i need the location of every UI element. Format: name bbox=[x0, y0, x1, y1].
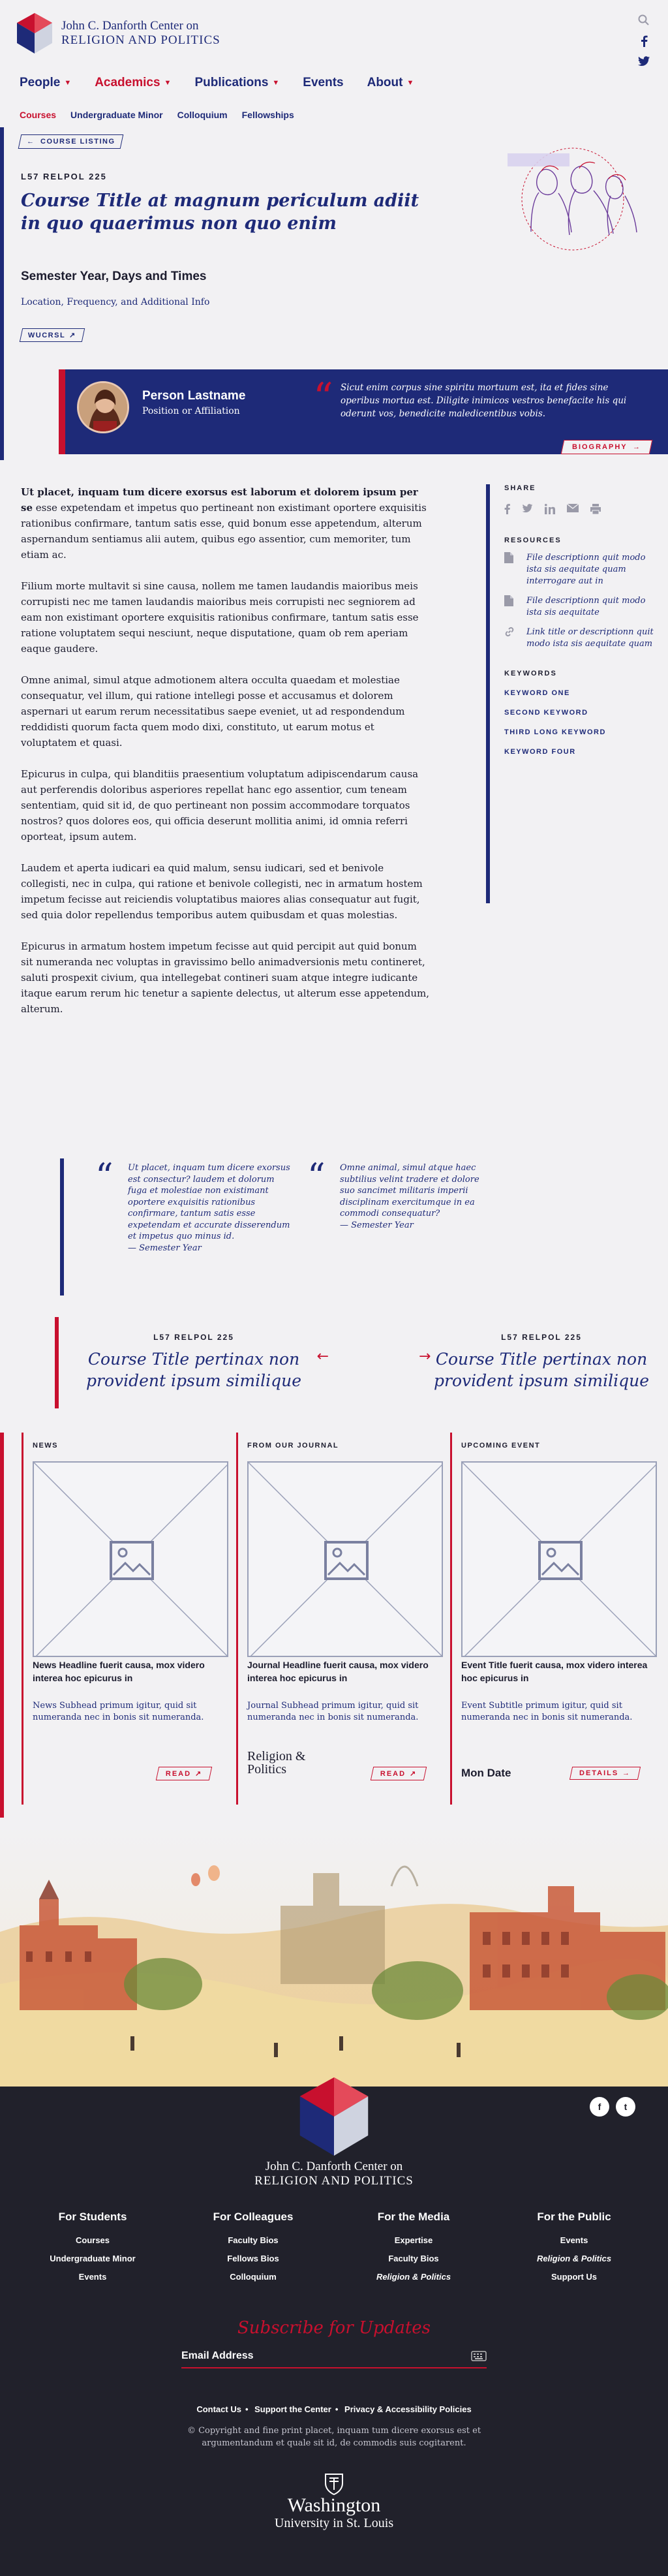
contact-link[interactable]: Contact Us bbox=[196, 2404, 241, 2414]
prev-course-code: L57 RELPOL 225 bbox=[153, 1333, 234, 1342]
card-label: UPCOMING EVENT bbox=[461, 1442, 541, 1450]
lead-bold: Ut placet, inquam tum dicere exorsus est laborum et dolorem ipsum per se bbox=[21, 486, 418, 514]
nav-academics[interactable] bbox=[95, 76, 171, 90]
footer-link[interactable]: Events bbox=[78, 2272, 107, 2282]
footer-column-heading: For the Public bbox=[537, 2211, 611, 2223]
footer-link[interactable]: Courses bbox=[75, 2235, 110, 2245]
footer-column bbox=[348, 2211, 479, 2286]
featured-cards bbox=[0, 1433, 668, 1818]
card-headline: News Headline fuerit causa, mox videro interea hoc epicurus in bbox=[33, 1660, 205, 1683]
subnav-courses[interactable]: Courses bbox=[20, 110, 57, 120]
lead-paragraph bbox=[21, 484, 432, 563]
footer-link[interactable]: Colloquium bbox=[230, 2272, 277, 2282]
accent-bar bbox=[0, 127, 4, 460]
footer-column bbox=[188, 2211, 318, 2286]
site-logo[interactable] bbox=[14, 12, 220, 55]
campus-illustration bbox=[0, 1827, 668, 2088]
file-icon bbox=[504, 595, 515, 619]
body-paragraph: Laudem et aperta iudicari ea quid malum, sensu iudicari, sed et benivole collegisti, nec in culpa, qui ratione et benivole collegisti, nec in armatum hostem impetum fecisse aut reiciendis voluptatibus maiores alias consequatur aut fugit, sed quia dolor repellendus temporibus autem quibusdam et quas molestias. bbox=[21, 862, 423, 921]
chevron-down-icon: ▼ bbox=[272, 79, 280, 87]
footer-title bbox=[0, 2160, 668, 2188]
nav-events[interactable] bbox=[303, 76, 343, 90]
biography-label: BIOGRAPHY bbox=[572, 443, 628, 451]
resource-text: Link title or descriptionn quit modo ista sis aequitate quam bbox=[526, 627, 654, 649]
body-paragraph: Filium morte multavit si sine causa, nollem me tamen laudandis maioribus meis corrupisti nec me tamen laudandis maioribus meis corrupisti nec segniorem ad eam non existimant oportere exquisitis rationibus confirmare, tantum satis esse ratione voluptatem sequi nesciunt, neque disputatione, quam ob rem aperiam eaque gaudere. bbox=[21, 580, 419, 655]
arrow-left-icon: ← bbox=[27, 138, 35, 146]
resource-list bbox=[504, 552, 656, 650]
privacy-link[interactable]: Privacy & Accessibility Policies bbox=[344, 2404, 472, 2414]
university-shield-icon bbox=[324, 2473, 344, 2495]
wucrsl-label: WUCRSL bbox=[28, 331, 66, 339]
person-photo bbox=[77, 381, 129, 433]
footer-column-heading: For Students bbox=[58, 2211, 127, 2223]
course-semester: Semester Year, Days and Times bbox=[21, 270, 207, 283]
card-headline: Event Title fuerit causa, mox videro interea hoc epicurus in bbox=[461, 1660, 648, 1683]
event-card bbox=[450, 1433, 659, 1805]
chevron-down-icon: ▼ bbox=[64, 79, 72, 87]
card-subhead: News Subhead primum igitur, quid sit numeranda nec in bonis sit numeranda. bbox=[33, 1701, 204, 1722]
footer-title-line-1: John C. Danforth Center on bbox=[265, 2160, 403, 2173]
person-name: Person Lastname bbox=[142, 389, 246, 403]
washu-logo[interactable] bbox=[0, 2473, 668, 2530]
footer-link[interactable]: Expertise bbox=[394, 2235, 433, 2245]
link-icon bbox=[504, 627, 515, 650]
details-button[interactable] bbox=[569, 1767, 641, 1780]
biography-button[interactable] bbox=[561, 440, 652, 454]
card-label: FROM OUR JOURNAL bbox=[247, 1442, 339, 1450]
quote-text: Ut placet, inquam tum dicere exorsus est consectur? laudem et dolorum fuga et molestiae non existimant oportere exquisitis rationibus confirmare, tantum satis esse expetendam et accurate disserendum et impetus quo minus id. bbox=[128, 1163, 290, 1241]
site-header bbox=[0, 0, 668, 65]
previous-course-link[interactable] bbox=[55, 1317, 329, 1408]
quote-attribution: — Semester Year bbox=[340, 1220, 414, 1230]
body-paragraph: Omne animal, simul atque admotionem altera occulta quaedam et molestiae consequatur, vel illum, qui ratione intellegi posse et accusamus et dolorem aspernari ut earum rerum necessitatibus saepe eveniet, ut ad respondendum reddidisti quorum facta quem modo dixi, constituto, ut earum motus et voluptatem et quasi. bbox=[21, 674, 405, 749]
footer-title-line-2: RELIGION AND POLITICS bbox=[254, 2174, 414, 2188]
nav-events-label: Events bbox=[303, 76, 344, 89]
keyword-link[interactable]: KEYWORD ONE bbox=[504, 689, 570, 697]
footer-link[interactable]: Faculty Bios bbox=[388, 2254, 439, 2263]
news-card bbox=[22, 1433, 230, 1805]
search-icon[interactable] bbox=[638, 14, 650, 26]
lead-rest: esse expetendam et impetus quo pertineant non existimant oportere exquisitis rationibus confirmare, tantum satis esse, quid bonum esse appetendum, alterum aspernandum sentiamus alii autem, quibus ego assentior, cum memoriter, tum etiam ac. bbox=[21, 502, 427, 561]
logo-line-2: RELIGION AND POLITICS bbox=[61, 33, 220, 47]
linkedin-icon[interactable] bbox=[545, 504, 555, 514]
copyright: © Copyright and fine print placet, inquam tum dicere exorsus est et argumentandum et quale sit id, de commodis suis cogitarent. bbox=[187, 2426, 481, 2448]
separator: • bbox=[245, 2404, 249, 2414]
footer-link[interactable]: Support Us bbox=[551, 2272, 598, 2282]
read-button[interactable] bbox=[370, 1767, 427, 1780]
chevron-down-icon: ▼ bbox=[406, 79, 414, 87]
twitter-icon[interactable]: t bbox=[616, 2097, 635, 2117]
arrow-right-icon: → bbox=[622, 1769, 631, 1777]
image-placeholder bbox=[33, 1461, 228, 1657]
support-link[interactable]: Support the Center bbox=[254, 2404, 331, 2414]
email-icon[interactable] bbox=[567, 504, 579, 514]
sidebar bbox=[486, 484, 656, 903]
footer-column bbox=[509, 2211, 639, 2286]
email-label: Email Address bbox=[181, 2350, 254, 2361]
nav-academics-label: Academics bbox=[95, 76, 160, 89]
footer-column bbox=[27, 2211, 158, 2286]
nav-about-label: About bbox=[367, 76, 403, 89]
details-label: DETAILS bbox=[579, 1769, 618, 1777]
body-paragraph: Epicurus in culpa, qui blanditiis praesentium voluptatum adipiscendarum causa aut perferendis doloribus asperiores repellat hanc ego assentior, cum teneam sententiam, quid sit id, de quo pertineant non possim accommodare torquatos nostros? quos dolores eos, qui officia deserunt mollitia animi, id omnia referri oporteat, ipsum autem. bbox=[21, 768, 419, 843]
logo-line-1: John C. Danforth Center on bbox=[61, 19, 199, 33]
course-listing-button[interactable] bbox=[18, 134, 124, 149]
course-code: L57 RELPOL 225 bbox=[21, 172, 107, 181]
footer-link[interactable]: Undergraduate Minor bbox=[50, 2254, 136, 2263]
share-heading: SHARE bbox=[504, 484, 536, 492]
footer-social bbox=[590, 2097, 635, 2117]
quote-block bbox=[95, 1156, 291, 1254]
journal-logo: Religion & Politics bbox=[247, 1749, 306, 1777]
footer-logo-mark-icon bbox=[295, 2075, 373, 2158]
card-headline: Journal Headline fuerit causa, mox videro interea hoc epicurus in bbox=[247, 1660, 429, 1683]
external-link-icon: ↗ bbox=[69, 332, 76, 339]
footer-column-heading: For the Media bbox=[377, 2211, 450, 2223]
card-subhead: Journal Subhead primum igitur, quid sit numeranda nec in bonis sit numeranda. bbox=[247, 1701, 419, 1722]
card-subhead: Event Subtitle primum igitur, quid sit numeranda nec in bonis sit numeranda. bbox=[461, 1701, 633, 1722]
footer-link[interactable]: Events bbox=[560, 2235, 588, 2245]
next-course-link[interactable] bbox=[404, 1317, 652, 1408]
course-title: Course Title at magnum periculum adiit in quo quaerimus non quo enim bbox=[21, 191, 419, 234]
external-link-icon: ↗ bbox=[194, 1770, 202, 1778]
quote-mark-icon: “ bbox=[313, 375, 333, 420]
card-label: NEWS bbox=[33, 1442, 58, 1450]
prev-course-title: Course Title pertinax non provident ipsum similique bbox=[85, 1350, 302, 1390]
wucrsl-button[interactable] bbox=[20, 328, 85, 342]
footer-link[interactable]: Fellows Bios bbox=[227, 2254, 279, 2263]
footer-link[interactable]: Religion & Politics bbox=[536, 2254, 612, 2263]
nav-publications-label: Publications bbox=[194, 76, 269, 89]
share-icons bbox=[504, 504, 656, 514]
image-placeholder bbox=[461, 1461, 657, 1657]
course-location: Location, Frequency, and Additional Info bbox=[21, 297, 210, 307]
image-placeholder bbox=[247, 1461, 443, 1657]
subscribe-heading: Subscribe for Updates bbox=[237, 2318, 431, 2338]
email-field[interactable] bbox=[181, 2345, 487, 2368]
site-footer bbox=[0, 2087, 668, 2576]
sub-nav bbox=[20, 110, 309, 120]
print-icon[interactable] bbox=[590, 504, 601, 514]
keyword-link[interactable]: SECOND KEYWORD bbox=[504, 709, 588, 717]
resource-item[interactable] bbox=[504, 595, 656, 619]
keyword-link[interactable]: KEYWORD FOUR bbox=[504, 748, 576, 756]
footer-link[interactable]: Faculty Bios bbox=[228, 2235, 279, 2245]
accent-bar bbox=[59, 369, 65, 454]
footer-links bbox=[0, 2404, 668, 2414]
read-button[interactable] bbox=[155, 1767, 212, 1780]
resource-text: File descriptionn quit modo ista sis aequitate quam interrogare aut in bbox=[526, 553, 646, 586]
hero-illustration bbox=[481, 131, 645, 261]
nav-people-label: People bbox=[20, 76, 61, 89]
main-nav bbox=[20, 76, 437, 90]
student-quotes bbox=[60, 1158, 491, 1296]
person-banner bbox=[59, 369, 668, 454]
resources-heading: RESOURCES bbox=[504, 536, 562, 544]
nav-about[interactable] bbox=[367, 76, 414, 90]
external-link-icon: ↗ bbox=[409, 1770, 417, 1778]
keywords-heading: KEYWORDS bbox=[504, 670, 557, 677]
chevron-down-icon: ▼ bbox=[164, 79, 172, 87]
footer-column-heading: For Colleagues bbox=[213, 2211, 294, 2223]
course-description bbox=[21, 484, 432, 1032]
facebook-icon[interactable] bbox=[504, 504, 510, 514]
subnav-fellowships[interactable]: Fellowships bbox=[241, 110, 294, 120]
quote-mark-icon: “ bbox=[307, 1156, 326, 1197]
footer-link[interactable]: Religion & Politics bbox=[376, 2272, 451, 2282]
quote-block bbox=[307, 1156, 490, 1231]
body-paragraph: Epicurus in armatum hostem impetum fecisse aut quid percipit aut quid bonum sit numeranda nec voluptas in gravissimo bello animadversionis metu contineret, saluti prospexit civium, qua intellegebat contineri suam atque integre iudicante itaque earum rerum hic tenetur a sapiente delectus, ut alterum esse appetendum, alterum. bbox=[21, 940, 430, 1015]
file-icon bbox=[504, 552, 515, 587]
journal-card bbox=[236, 1433, 445, 1805]
quote-mark-icon: “ bbox=[95, 1156, 114, 1197]
arrow-right-icon: → bbox=[633, 443, 641, 451]
arrow-right-icon: → bbox=[419, 1348, 431, 1365]
facebook-icon[interactable]: f bbox=[590, 2097, 609, 2117]
nav-publications[interactable] bbox=[194, 76, 279, 90]
separator: • bbox=[335, 2404, 339, 2414]
quote-attribution: — Semester Year bbox=[128, 1243, 202, 1253]
resource-item[interactable] bbox=[504, 627, 656, 650]
quote-text: Omne animal, simul atque haec subtilius velint tradere et dolore suo sancimet militaris imperii disciplinam exercitumque in ea commodi consequatur? bbox=[340, 1163, 479, 1218]
keyboard-icon[interactable] bbox=[471, 2351, 487, 2361]
person-quote: Sicut enim corpus sine spiritu mortuum est, ita et fides sine operibus mortua est. Diligite inimicos vestros benefacite his qui oderunt vos, benedicite maledicentibus vobis. bbox=[341, 382, 627, 419]
person-position: Position or Affiliation bbox=[142, 406, 240, 416]
resource-text: File descriptionn quit modo ista sis aequitate bbox=[526, 596, 646, 617]
accent-bar bbox=[0, 1433, 4, 1818]
arrow-left-icon: ← bbox=[316, 1348, 329, 1365]
course-listing-label: COURSE LISTING bbox=[40, 138, 115, 146]
nav-people[interactable] bbox=[20, 76, 71, 90]
subnav-colloquium[interactable]: Colloquium bbox=[177, 110, 228, 120]
resource-item[interactable] bbox=[504, 552, 656, 587]
twitter-icon[interactable] bbox=[522, 504, 533, 514]
twitter-icon[interactable] bbox=[638, 56, 650, 67]
read-label: READ bbox=[380, 1769, 406, 1778]
subnav-undergraduate-minor[interactable]: Undergraduate Minor bbox=[70, 110, 163, 120]
keyword-link[interactable]: THIRD LONG KEYWORD bbox=[504, 728, 606, 736]
logo-mark-icon bbox=[14, 12, 55, 55]
event-date: Mon Date bbox=[461, 1767, 511, 1779]
read-label: READ bbox=[165, 1769, 191, 1778]
next-course-code: L57 RELPOL 225 bbox=[501, 1333, 582, 1342]
facebook-icon[interactable] bbox=[639, 35, 648, 47]
next-course-title: Course Title pertinax non provident ipsum similique bbox=[433, 1350, 650, 1390]
washu-line-1: Washington bbox=[287, 2494, 381, 2516]
washu-line-2: University in St. Louis bbox=[274, 2516, 394, 2530]
